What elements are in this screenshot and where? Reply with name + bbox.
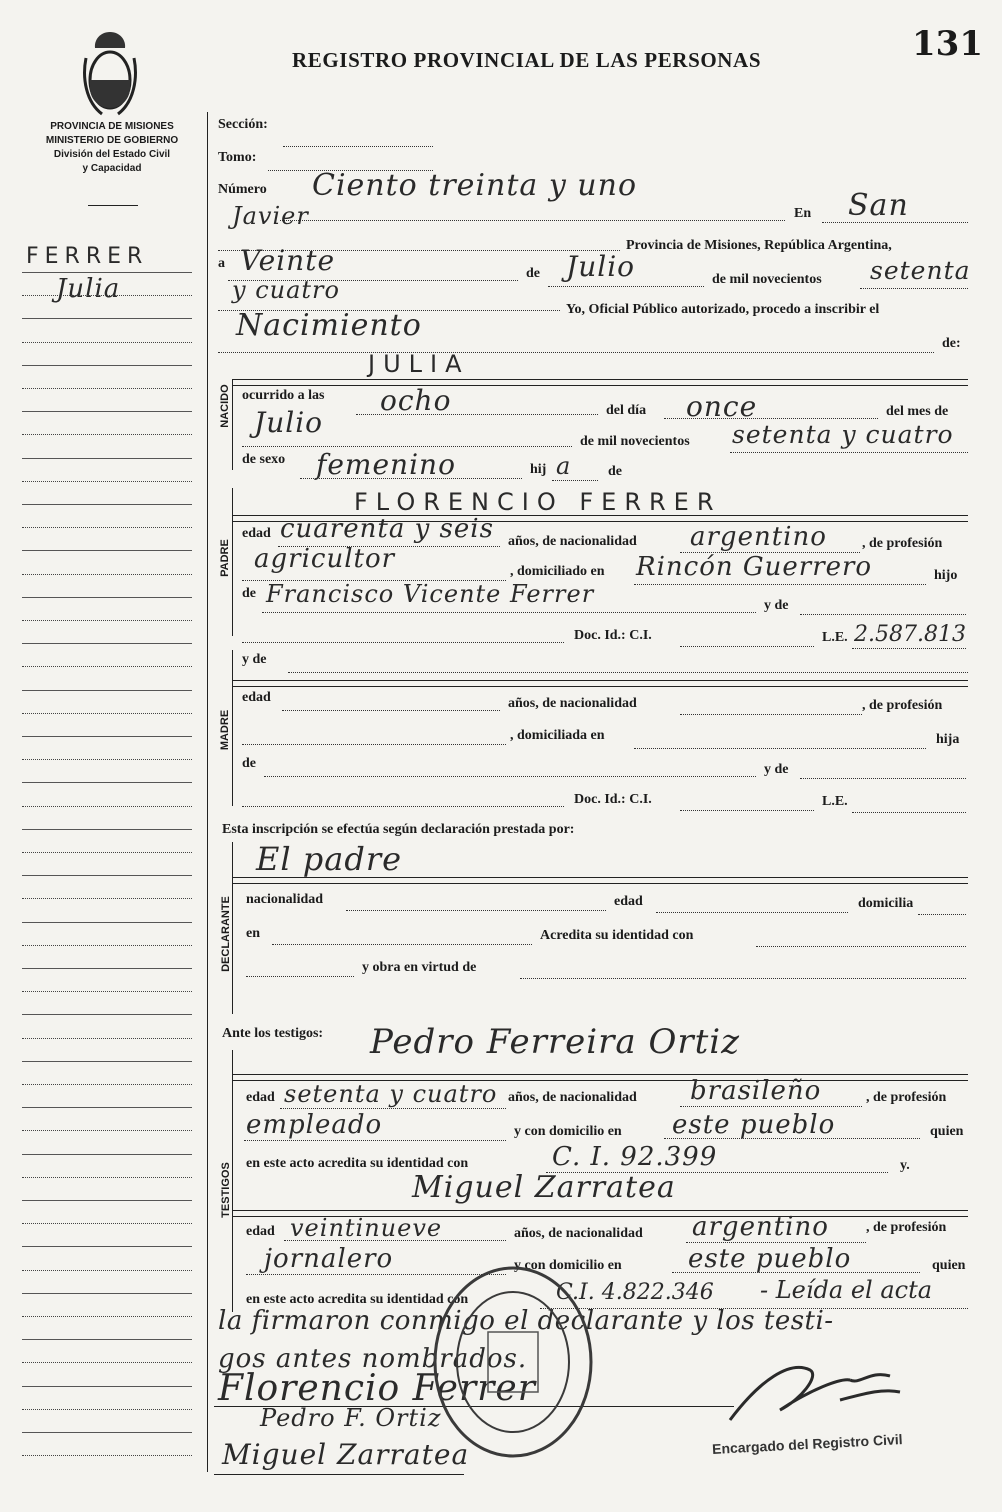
con-domicilio-label: y con domicilio en (514, 1258, 622, 1273)
anio-value-cont: y cuatro (232, 276, 340, 304)
testigos-label: Ante los testigos: (222, 1026, 324, 1041)
edad-label: edad (246, 1224, 275, 1239)
margin-rule-line (22, 736, 192, 737)
de-label: de (242, 756, 256, 771)
margin-rule-line (22, 922, 192, 923)
margin-rule-line (22, 1038, 192, 1039)
en-label: En (794, 206, 812, 221)
margin-rule-line (22, 1200, 192, 1201)
t1-doc-value: C. I. 92.399 (552, 1142, 718, 1172)
doc-label: Doc. Id.: C.I. (574, 792, 652, 807)
t2-edad-value: veintinueve (290, 1214, 443, 1242)
yo-label: Yo, Oficial Público autorizado, procedo a inscribir el (566, 302, 880, 317)
padre-nombre-value: FLORENCIO FERRER (354, 488, 722, 516)
le-label: L.E. (822, 630, 848, 645)
margin-rule-line (22, 1293, 192, 1294)
anos-nac-label: años, de nacionalidad (514, 1226, 643, 1241)
margin-rule-line (22, 829, 192, 830)
sexo-label: de sexo (242, 452, 286, 467)
edad-label: edad (242, 690, 271, 705)
acto-value: Nacimiento (236, 308, 422, 343)
t1-prof-value: empleado (246, 1110, 383, 1140)
issuer-line: y Capacidad (82, 163, 142, 174)
margin-rule-line (22, 272, 192, 273)
provincia-label: Provincia de Misiones, República Argentina, (626, 238, 892, 253)
margin-rule-line (22, 782, 192, 783)
issuer-block (22, 120, 202, 176)
margin-given-name: Julia (56, 274, 121, 304)
margin-rule-line (22, 1154, 192, 1155)
numero-value: Ciento treinta y uno (312, 168, 638, 203)
madre-bracket (232, 650, 233, 806)
t1-edad-value: setenta y cuatro (284, 1080, 498, 1108)
issuer-line: División del Estado Civil (53, 149, 171, 160)
signature-line (214, 1474, 464, 1475)
obra-label: y obra en virtud de (362, 960, 477, 975)
del-dia-label: del día (606, 403, 647, 418)
doc-label: Doc. Id.: C.I. (574, 628, 652, 643)
hora-value: ocho (380, 384, 452, 417)
margin-rule-line (22, 1130, 192, 1131)
anio-nac-value: setenta y cuatro (732, 420, 954, 449)
con-domicilio-label: y con domicilio en (514, 1124, 622, 1139)
margin-rule-line (22, 968, 192, 969)
mes-value: Julio (566, 250, 636, 283)
margin-rule-line (22, 388, 192, 389)
padre-hijo-de-value: Francisco Vicente Ferrer (266, 580, 595, 608)
margin-rule-line (22, 295, 192, 296)
t2-doc-value: C.I. 4.822.346 (556, 1280, 714, 1305)
margin-rule-line (22, 1177, 192, 1178)
madre-y-de-label: y de (242, 652, 267, 667)
sexo-value: femenino (316, 448, 456, 481)
margin-rule-line (22, 852, 192, 853)
margin-rule-line (22, 1107, 192, 1108)
t2-prof-value: jornalero (264, 1244, 394, 1274)
margin-rule-line (22, 1432, 192, 1433)
seccion-label: Sección: (218, 117, 268, 132)
margin-rule-line (22, 574, 192, 575)
issuer-line: MINISTERIO DE GOBIERNO (45, 135, 179, 146)
margin-rule-line (22, 806, 192, 807)
margin-rule-line (22, 1061, 192, 1062)
padre-le-value: 2.587.813 (854, 622, 966, 647)
margin-rule-line (22, 1084, 192, 1085)
testigo2-value: Miguel Zarratea (412, 1170, 676, 1205)
y-de-label: y de (764, 762, 789, 777)
official-signature (720, 1340, 920, 1440)
le-label: L.E. (822, 794, 848, 809)
profesion-label: , de profesión (862, 698, 943, 713)
section-madre: MADRE (219, 709, 231, 751)
y-de-label: y de (764, 598, 789, 613)
hij-label: hij (530, 462, 547, 477)
declarante-bracket (232, 842, 233, 1014)
padre-nac-value: argentino (690, 522, 827, 552)
margin-rule-line (22, 458, 192, 459)
margin-rule-line (22, 759, 192, 760)
de-label: de (608, 464, 622, 479)
padre-dom-value: Rincón Guerrero (636, 552, 873, 582)
domiciliado-label: , domiciliado en (510, 564, 605, 579)
t2-dom-value: este pueblo (688, 1244, 852, 1274)
official-seal-stamp (428, 1262, 598, 1462)
mil-novecientos-label: de mil novecientos (712, 272, 822, 287)
margin-rule-line (22, 1362, 192, 1363)
ocurrido-label: ocurrido a las (242, 388, 325, 403)
edad-label: edad (242, 526, 271, 541)
margin-rule-line (22, 550, 192, 551)
padre-bracket (232, 488, 233, 636)
margin-rule-line (22, 365, 192, 366)
document-title: REGISTRO PROVINCIAL DE LAS PERSONAS (292, 48, 762, 72)
dia-value: Veinte (240, 244, 336, 277)
margin-rule-line (22, 1455, 192, 1456)
edad-label: edad (246, 1090, 275, 1105)
t1-dom-value: este pueblo (672, 1110, 836, 1140)
nombre-value: JULIA (368, 350, 470, 378)
margin-rule-line (22, 411, 192, 412)
margin-rule-line (22, 713, 192, 714)
section-declarante: DECLARANTE (220, 896, 232, 972)
section-testigos: TESTIGOS (220, 1162, 232, 1218)
numero-label: Número (218, 182, 267, 197)
margin-rule-line (22, 1316, 192, 1317)
t2-nac-value: argentino (692, 1212, 829, 1242)
margin-rule-line (22, 504, 192, 505)
margin-rule-line (22, 1339, 192, 1340)
en-label: en (246, 926, 260, 941)
domicilia-label: domicilia (858, 896, 914, 911)
section-nacido: NACIDO (219, 384, 231, 428)
section-padre: PADRE (219, 539, 231, 577)
issuer-underline (88, 205, 138, 206)
a-label: a (218, 256, 225, 271)
margin-rule-line (22, 481, 192, 482)
padre-prof-value: agricultor (254, 544, 396, 574)
cierre-line3: gos antes nombrados. (218, 1344, 528, 1374)
dia-nac-value: once (686, 390, 758, 423)
margin-rule-line (22, 643, 192, 644)
en-value-cont: Javier (232, 202, 309, 230)
margin-rule-line (22, 991, 192, 992)
signature-declarante: Florencio Ferrer (218, 1368, 536, 1409)
margin-rule-line (22, 875, 192, 876)
anos-nac-label: años, de nacionalidad (508, 696, 637, 711)
margin-rule-line (22, 690, 192, 691)
margin-rule-line (22, 620, 192, 621)
declarante-value: El padre (256, 840, 403, 878)
coat-of-arms-emblem (80, 28, 140, 120)
margin-rule-line (22, 1014, 192, 1015)
signature-testigo2: Miguel Zarratea (222, 1438, 470, 1471)
signature-testigo1: Pedro F. Ortiz (260, 1404, 442, 1432)
del-mes-label: del mes de (886, 404, 949, 419)
acredita-acto-label: en este acto acredita su identidad con (246, 1292, 469, 1307)
testigo1-value: Pedro Ferreira Ortiz (370, 1022, 741, 1062)
de-label: de (526, 266, 540, 281)
anos-nac-label: años, de nacionalidad (508, 534, 637, 549)
acredita-label: Acredita su identidad con (540, 928, 694, 943)
mes-nac-value: Julio (254, 406, 324, 439)
anio-value: setenta (870, 256, 971, 285)
margin-surname: FERRER (26, 244, 149, 269)
margin-rule-line (22, 945, 192, 946)
nacido-bracket (232, 380, 233, 470)
cierre-line2: la firmaron conmigo el declarante y los testi- (218, 1306, 834, 1336)
margin-rule-line (22, 597, 192, 598)
declaracion-label: Esta inscripción se efectúa según declaración prestada por: (222, 822, 575, 837)
margin-rule-line (22, 1223, 192, 1224)
edad-label: edad (614, 894, 643, 909)
margin-divider (207, 112, 208, 1472)
en-value: San (848, 188, 909, 223)
mil-nov-nac-label: de mil novecientos (580, 434, 690, 449)
de-colon-label: de: (942, 336, 961, 351)
margin-rule-line (22, 527, 192, 528)
t1-nac-value: brasileño (690, 1076, 822, 1106)
testigos-bracket (232, 1050, 233, 1312)
profesion-label: , de profesión (866, 1220, 947, 1235)
margin-rule-line (22, 318, 192, 319)
margin-rule-line (22, 666, 192, 667)
nacionalidad-label: nacionalidad (246, 892, 324, 907)
quien-label: quien (930, 1124, 964, 1139)
margin-rule-line (22, 1270, 192, 1271)
page-number: 131 (912, 24, 983, 64)
hijo-label: hijo (934, 568, 958, 583)
margin-rule-line (22, 1386, 192, 1387)
acredita-acto-label: en este acto acredita su identidad con (246, 1156, 469, 1171)
y-label: y. (900, 1158, 910, 1173)
encargado-stamp: Encargado del Registro Civil (711, 1431, 903, 1457)
cierre-line1: - Leída el acta (760, 1276, 933, 1304)
issuer-line: PROVINCIA DE MISIONES (50, 121, 174, 132)
margin-rule-line (22, 898, 192, 899)
quien-label: quien (932, 1258, 966, 1273)
margin-rule-line (22, 342, 192, 343)
de-label: de (242, 586, 256, 601)
margin-rule-line (22, 1246, 192, 1247)
margin-rule-line (22, 1409, 192, 1410)
tomo-label: Tomo: (218, 150, 257, 165)
hija-label: hija (936, 732, 960, 747)
profesion-label: , de profesión (866, 1090, 947, 1105)
domiciliada-label: , domiciliada en (510, 728, 605, 743)
hij-suffix: a (556, 452, 572, 480)
margin-rule-line (22, 434, 192, 435)
padre-edad-value: cuarenta y seis (280, 514, 494, 544)
anos-nac-label: años, de nacionalidad (508, 1090, 637, 1105)
profesion-label: , de profesión (862, 536, 943, 551)
